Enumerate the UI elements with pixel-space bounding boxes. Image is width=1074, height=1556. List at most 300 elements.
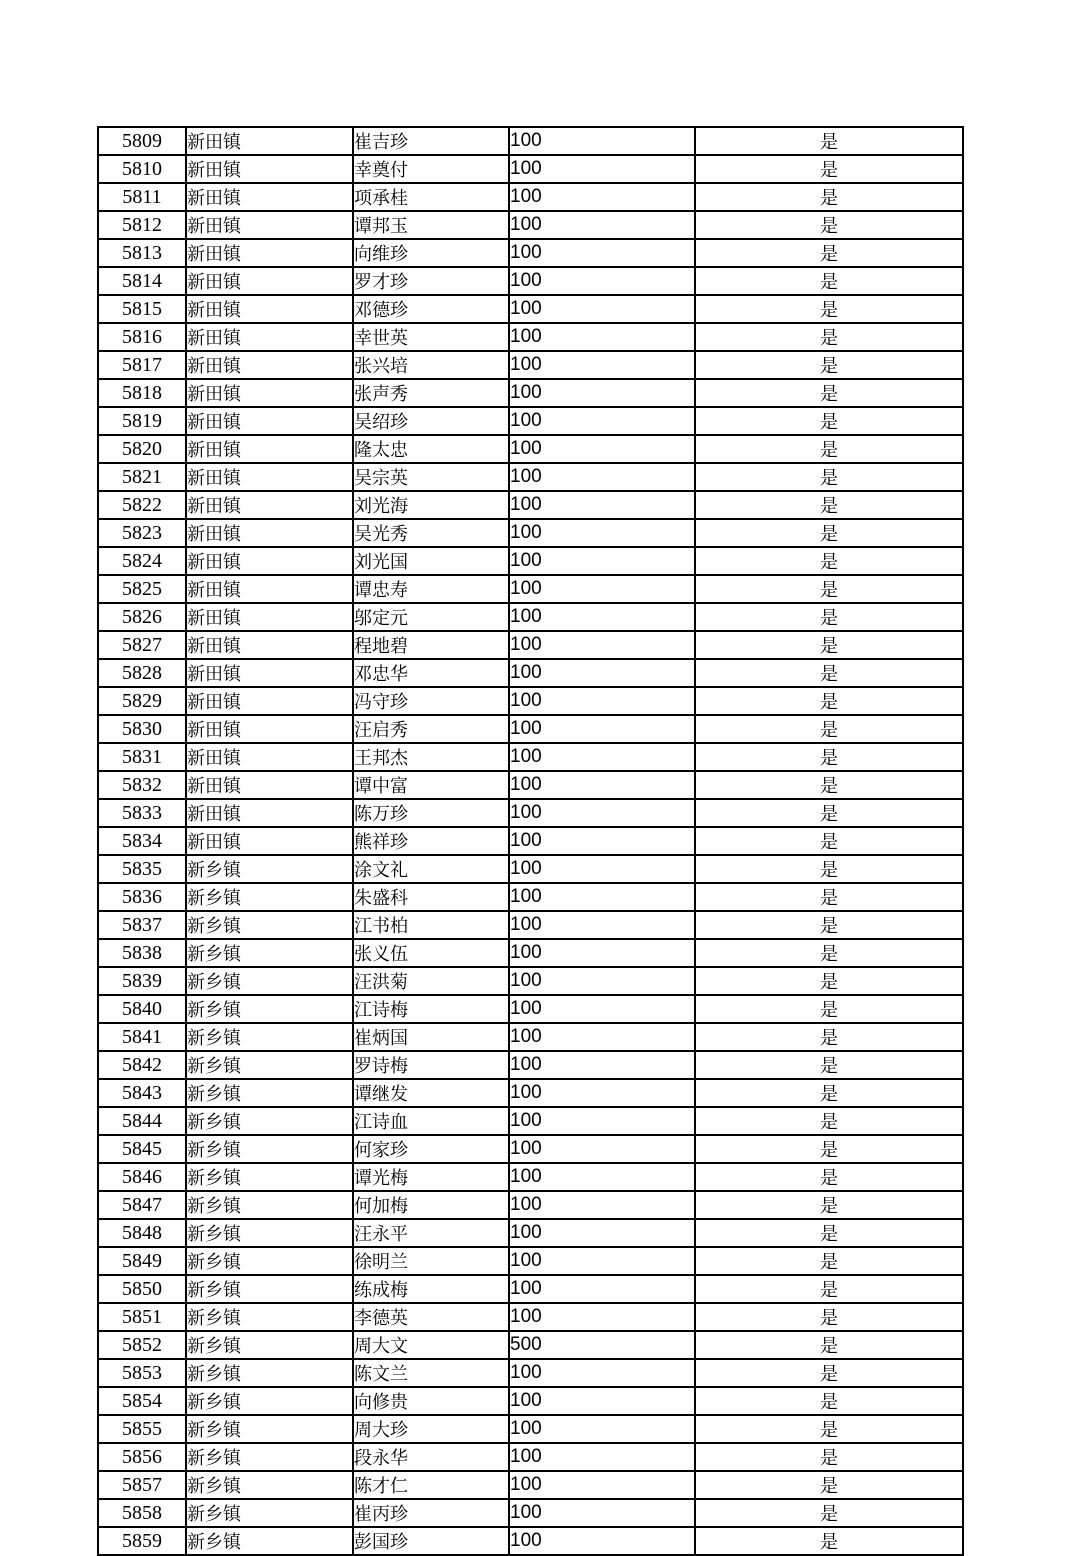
confirmed-cell: 是 [695,379,963,407]
person-name-cell: 吴宗英 [353,463,509,491]
amount-cell: 100 [509,1191,695,1219]
row-index-cell: 5832 [98,771,186,799]
row-index-cell: 5818 [98,379,186,407]
amount-cell: 100 [509,1275,695,1303]
town-cell: 新田镇 [186,659,353,687]
row-index-cell: 5829 [98,687,186,715]
amount-cell: 100 [509,575,695,603]
amount-cell: 100 [509,351,695,379]
amount-cell: 100 [509,1415,695,1443]
table-row [98,967,963,995]
table-row [98,211,963,239]
town-cell: 新田镇 [186,211,353,239]
person-name-cell: 罗才珍 [353,267,509,295]
confirmed-cell: 是 [695,687,963,715]
amount-cell: 100 [509,1527,695,1555]
amount-cell: 100 [509,603,695,631]
confirmed-cell: 是 [695,799,963,827]
town-cell: 新田镇 [186,575,353,603]
table-row [98,659,963,687]
town-cell: 新田镇 [186,827,353,855]
table-row [98,351,963,379]
person-name-cell: 江诗梅 [353,995,509,1023]
person-name-cell: 徐明兰 [353,1247,509,1275]
person-name-cell: 汪启秀 [353,715,509,743]
confirmed-cell: 是 [695,1275,963,1303]
amount-cell: 100 [509,771,695,799]
confirmed-cell: 是 [695,1443,963,1471]
person-name-cell: 邓忠华 [353,659,509,687]
confirmed-cell: 是 [695,1107,963,1135]
town-cell: 新乡镇 [186,1331,353,1359]
person-name-cell: 周大珍 [353,1415,509,1443]
town-cell: 新乡镇 [186,883,353,911]
person-name-cell: 陈文兰 [353,1359,509,1387]
row-index-cell: 5853 [98,1359,186,1387]
town-cell: 新乡镇 [186,939,353,967]
amount-cell: 100 [509,939,695,967]
amount-cell: 100 [509,295,695,323]
person-name-cell: 江诗血 [353,1107,509,1135]
person-name-cell: 隆太忠 [353,435,509,463]
confirmed-cell: 是 [695,603,963,631]
table-row [98,575,963,603]
confirmed-cell: 是 [695,295,963,323]
row-index-cell: 5842 [98,1051,186,1079]
confirmed-cell: 是 [695,883,963,911]
table-row [98,379,963,407]
confirmed-cell: 是 [695,463,963,491]
person-name-cell: 陈万珍 [353,799,509,827]
row-index-cell: 5849 [98,1247,186,1275]
table-row [98,547,963,575]
person-name-cell: 刘光海 [353,491,509,519]
table-row [98,715,963,743]
table-row [98,827,963,855]
town-cell: 新田镇 [186,267,353,295]
row-index-cell: 5815 [98,295,186,323]
row-index-cell: 5855 [98,1415,186,1443]
confirmed-cell: 是 [695,995,963,1023]
row-index-cell: 5820 [98,435,186,463]
table-row [98,463,963,491]
person-name-cell: 熊祥珍 [353,827,509,855]
town-cell: 新乡镇 [186,967,353,995]
person-name-cell: 何加梅 [353,1191,509,1219]
town-cell: 新田镇 [186,687,353,715]
row-index-cell: 5812 [98,211,186,239]
confirmed-cell: 是 [695,1191,963,1219]
town-cell: 新田镇 [186,519,353,547]
town-cell: 新田镇 [186,743,353,771]
town-cell: 新乡镇 [186,1135,353,1163]
table-row [98,1163,963,1191]
row-index-cell: 5816 [98,323,186,351]
person-name-cell: 汪洪菊 [353,967,509,995]
table-row [98,939,963,967]
table-row [98,1303,963,1331]
person-name-cell: 罗诗梅 [353,1051,509,1079]
row-index-cell: 5844 [98,1107,186,1135]
amount-cell: 100 [509,1051,695,1079]
row-index-cell: 5825 [98,575,186,603]
row-index-cell: 5810 [98,155,186,183]
row-index-cell: 5827 [98,631,186,659]
amount-cell: 100 [509,911,695,939]
table-row [98,1079,963,1107]
row-index-cell: 5858 [98,1499,186,1527]
amount-cell: 100 [509,1359,695,1387]
table-row [98,799,963,827]
person-name-cell: 邓德珍 [353,295,509,323]
confirmed-cell: 是 [695,547,963,575]
amount-cell: 100 [509,1303,695,1331]
table-row [98,155,963,183]
town-cell: 新田镇 [186,715,353,743]
table-row [98,127,963,155]
row-index-cell: 5828 [98,659,186,687]
amount-cell: 100 [509,855,695,883]
table-row [98,1331,963,1359]
person-name-cell: 练成梅 [353,1275,509,1303]
amount-cell: 100 [509,547,695,575]
confirmed-cell: 是 [695,1527,963,1555]
row-index-cell: 5845 [98,1135,186,1163]
amount-cell: 100 [509,379,695,407]
confirmed-cell: 是 [695,827,963,855]
person-name-cell: 邬定元 [353,603,509,631]
person-name-cell: 幸奠付 [353,155,509,183]
beneficiary-table [97,126,964,1556]
amount-cell: 100 [509,687,695,715]
person-name-cell: 崔吉珍 [353,127,509,155]
table-row [98,1051,963,1079]
amount-cell: 100 [509,435,695,463]
confirmed-cell: 是 [695,715,963,743]
confirmed-cell: 是 [695,211,963,239]
table-row [98,1219,963,1247]
table-row [98,631,963,659]
table-row [98,407,963,435]
row-index-cell: 5833 [98,799,186,827]
confirmed-cell: 是 [695,631,963,659]
table-row [98,1191,963,1219]
town-cell: 新乡镇 [186,1443,353,1471]
person-name-cell: 谭忠寿 [353,575,509,603]
confirmed-cell: 是 [695,855,963,883]
person-name-cell: 江书柏 [353,911,509,939]
row-index-cell: 5857 [98,1471,186,1499]
person-name-cell: 刘光国 [353,547,509,575]
town-cell: 新乡镇 [186,1527,353,1555]
row-index-cell: 5813 [98,239,186,267]
table-row [98,855,963,883]
row-index-cell: 5830 [98,715,186,743]
amount-cell: 100 [509,967,695,995]
amount-cell: 100 [509,995,695,1023]
amount-cell: 100 [509,211,695,239]
person-name-cell: 幸世英 [353,323,509,351]
table-row [98,771,963,799]
town-cell: 新乡镇 [186,1415,353,1443]
table-row [98,603,963,631]
table-row [98,239,963,267]
confirmed-cell: 是 [695,1303,963,1331]
row-index-cell: 5851 [98,1303,186,1331]
person-name-cell: 崔炳国 [353,1023,509,1051]
amount-cell: 100 [509,519,695,547]
town-cell: 新田镇 [186,491,353,519]
table-body [98,127,963,1555]
person-name-cell: 汪永平 [353,1219,509,1247]
amount-cell: 100 [509,155,695,183]
confirmed-cell: 是 [695,1471,963,1499]
confirmed-cell: 是 [695,155,963,183]
amount-cell: 100 [509,407,695,435]
town-cell: 新田镇 [186,407,353,435]
row-index-cell: 5835 [98,855,186,883]
table-row [98,1415,963,1443]
amount-cell: 100 [509,491,695,519]
amount-cell: 100 [509,1079,695,1107]
row-index-cell: 5836 [98,883,186,911]
amount-cell: 100 [509,127,695,155]
row-index-cell: 5841 [98,1023,186,1051]
person-name-cell: 谭光梅 [353,1163,509,1191]
confirmed-cell: 是 [695,407,963,435]
confirmed-cell: 是 [695,1163,963,1191]
town-cell: 新田镇 [186,351,353,379]
town-cell: 新乡镇 [186,1023,353,1051]
row-index-cell: 5823 [98,519,186,547]
confirmed-cell: 是 [695,1023,963,1051]
person-name-cell: 张声秀 [353,379,509,407]
row-index-cell: 5817 [98,351,186,379]
person-name-cell: 王邦杰 [353,743,509,771]
town-cell: 新田镇 [186,771,353,799]
row-index-cell: 5819 [98,407,186,435]
town-cell: 新乡镇 [186,1219,353,1247]
table-row [98,883,963,911]
town-cell: 新乡镇 [186,1387,353,1415]
confirmed-cell: 是 [695,1247,963,1275]
person-name-cell: 陈才仁 [353,1471,509,1499]
confirmed-cell: 是 [695,1499,963,1527]
person-name-cell: 彭国珍 [353,1527,509,1555]
person-name-cell: 吴绍珍 [353,407,509,435]
table-row [98,743,963,771]
town-cell: 新田镇 [186,603,353,631]
amount-cell: 100 [509,1135,695,1163]
person-name-cell: 向修贵 [353,1387,509,1415]
row-index-cell: 5843 [98,1079,186,1107]
table-row [98,995,963,1023]
amount-cell: 100 [509,1471,695,1499]
amount-cell: 100 [509,239,695,267]
row-index-cell: 5839 [98,967,186,995]
row-index-cell: 5831 [98,743,186,771]
row-index-cell: 5838 [98,939,186,967]
town-cell: 新乡镇 [186,1051,353,1079]
amount-cell: 100 [509,659,695,687]
town-cell: 新田镇 [186,799,353,827]
town-cell: 新田镇 [186,295,353,323]
town-cell: 新乡镇 [186,1247,353,1275]
confirmed-cell: 是 [695,575,963,603]
row-index-cell: 5846 [98,1163,186,1191]
town-cell: 新田镇 [186,631,353,659]
amount-cell: 100 [509,799,695,827]
table-row [98,1471,963,1499]
amount-cell: 100 [509,1387,695,1415]
amount-cell: 100 [509,1219,695,1247]
town-cell: 新乡镇 [186,1107,353,1135]
table-row [98,1527,963,1555]
town-cell: 新田镇 [186,463,353,491]
table-row [98,491,963,519]
town-cell: 新田镇 [186,547,353,575]
table-row [98,1443,963,1471]
row-index-cell: 5824 [98,547,186,575]
confirmed-cell: 是 [695,743,963,771]
person-name-cell: 项承桂 [353,183,509,211]
town-cell: 新乡镇 [186,1163,353,1191]
amount-cell: 100 [509,183,695,211]
row-index-cell: 5848 [98,1219,186,1247]
confirmed-cell: 是 [695,1051,963,1079]
town-cell: 新乡镇 [186,911,353,939]
table-row [98,1107,963,1135]
person-name-cell: 涂文礼 [353,855,509,883]
person-name-cell: 崔丙珍 [353,1499,509,1527]
town-cell: 新乡镇 [186,995,353,1023]
town-cell: 新田镇 [186,127,353,155]
table-row [98,295,963,323]
confirmed-cell: 是 [695,127,963,155]
person-name-cell: 段永华 [353,1443,509,1471]
table-row [98,1247,963,1275]
town-cell: 新乡镇 [186,1191,353,1219]
table-row [98,1135,963,1163]
person-name-cell: 周大文 [353,1331,509,1359]
table-row [98,323,963,351]
town-cell: 新乡镇 [186,1499,353,1527]
table-row [98,911,963,939]
town-cell: 新乡镇 [186,1471,353,1499]
table-row [98,183,963,211]
confirmed-cell: 是 [695,1415,963,1443]
row-index-cell: 5840 [98,995,186,1023]
confirmed-cell: 是 [695,659,963,687]
town-cell: 新田镇 [186,323,353,351]
row-index-cell: 5809 [98,127,186,155]
amount-cell: 100 [509,1163,695,1191]
row-index-cell: 5814 [98,267,186,295]
amount-cell: 500 [509,1331,695,1359]
town-cell: 新乡镇 [186,1359,353,1387]
town-cell: 新乡镇 [186,855,353,883]
amount-cell: 100 [509,463,695,491]
row-index-cell: 5826 [98,603,186,631]
row-index-cell: 5822 [98,491,186,519]
confirmed-cell: 是 [695,323,963,351]
table-row [98,687,963,715]
row-index-cell: 5850 [98,1275,186,1303]
row-index-cell: 5847 [98,1191,186,1219]
town-cell: 新乡镇 [186,1303,353,1331]
person-name-cell: 吴光秀 [353,519,509,547]
amount-cell: 100 [509,1499,695,1527]
confirmed-cell: 是 [695,239,963,267]
confirmed-cell: 是 [695,519,963,547]
town-cell: 新田镇 [186,239,353,267]
amount-cell: 100 [509,1247,695,1275]
row-index-cell: 5821 [98,463,186,491]
amount-cell: 100 [509,743,695,771]
confirmed-cell: 是 [695,1359,963,1387]
town-cell: 新田镇 [186,435,353,463]
row-index-cell: 5856 [98,1443,186,1471]
town-cell: 新田镇 [186,183,353,211]
table-row [98,1359,963,1387]
confirmed-cell: 是 [695,967,963,995]
confirmed-cell: 是 [695,1135,963,1163]
table-row [98,267,963,295]
confirmed-cell: 是 [695,1331,963,1359]
amount-cell: 100 [509,827,695,855]
amount-cell: 100 [509,267,695,295]
amount-cell: 100 [509,631,695,659]
town-cell: 新田镇 [186,379,353,407]
amount-cell: 100 [509,323,695,351]
town-cell: 新乡镇 [186,1275,353,1303]
amount-cell: 100 [509,1023,695,1051]
table-row [98,1275,963,1303]
confirmed-cell: 是 [695,911,963,939]
person-name-cell: 朱盛科 [353,883,509,911]
table-row [98,519,963,547]
person-name-cell: 李德英 [353,1303,509,1331]
confirmed-cell: 是 [695,183,963,211]
person-name-cell: 谭继发 [353,1079,509,1107]
row-index-cell: 5811 [98,183,186,211]
confirmed-cell: 是 [695,491,963,519]
row-index-cell: 5837 [98,911,186,939]
table-row [98,1023,963,1051]
confirmed-cell: 是 [695,351,963,379]
table-row [98,1499,963,1527]
person-name-cell: 谭中富 [353,771,509,799]
town-cell: 新乡镇 [186,1079,353,1107]
row-index-cell: 5854 [98,1387,186,1415]
amount-cell: 100 [509,1443,695,1471]
person-name-cell: 谭邦玉 [353,211,509,239]
person-name-cell: 冯守珍 [353,687,509,715]
person-name-cell: 向维珍 [353,239,509,267]
confirmed-cell: 是 [695,939,963,967]
person-name-cell: 何家珍 [353,1135,509,1163]
row-index-cell: 5852 [98,1331,186,1359]
town-cell: 新田镇 [186,155,353,183]
confirmed-cell: 是 [695,267,963,295]
confirmed-cell: 是 [695,435,963,463]
person-name-cell: 张义伍 [353,939,509,967]
row-index-cell: 5859 [98,1527,186,1555]
table-row [98,435,963,463]
row-index-cell: 5834 [98,827,186,855]
confirmed-cell: 是 [695,1387,963,1415]
confirmed-cell: 是 [695,1219,963,1247]
